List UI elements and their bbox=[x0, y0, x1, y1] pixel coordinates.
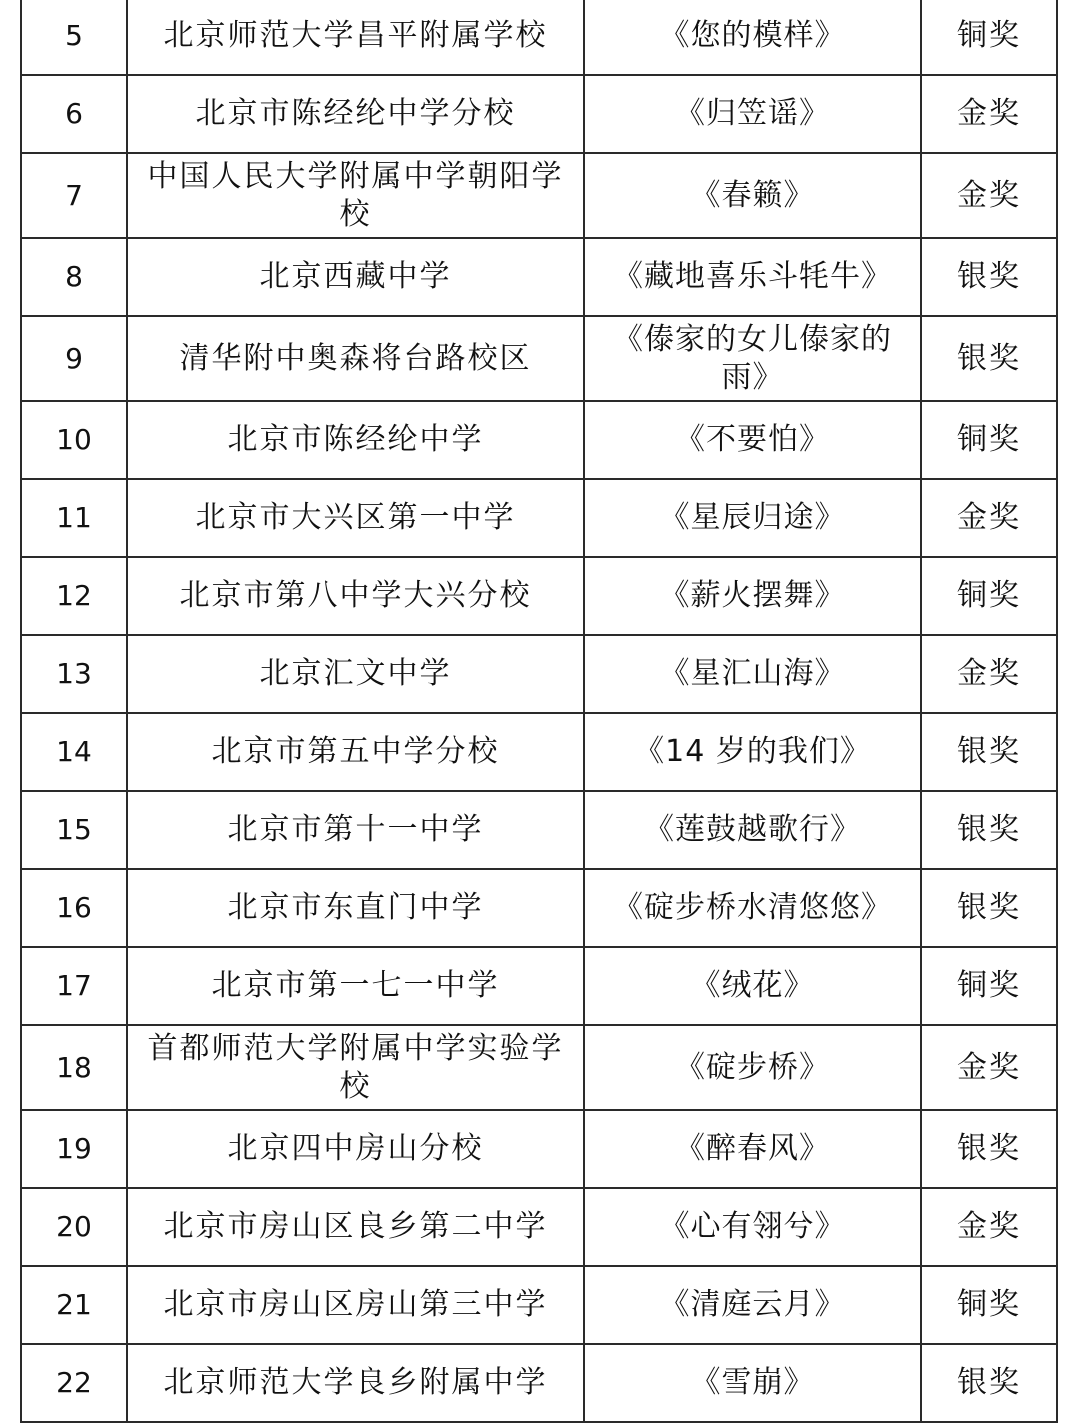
table-row bbox=[21, 479, 1057, 557]
school-name: 北京市东直门中学 bbox=[127, 869, 584, 947]
row-number: 10 bbox=[21, 401, 127, 479]
work-title: 《藏地喜乐斗牦牛》 bbox=[584, 238, 921, 316]
table-row bbox=[21, 1110, 1057, 1188]
work-title: 《绒花》 bbox=[584, 947, 921, 1025]
school-name: 清华附中奥森将台路校区 bbox=[127, 316, 584, 401]
work-title: 《雪崩》 bbox=[584, 1344, 921, 1422]
row-number: 21 bbox=[21, 1266, 127, 1344]
award-level: 银奖 bbox=[921, 1344, 1057, 1422]
award-level: 铜奖 bbox=[921, 0, 1057, 75]
row-number: 18 bbox=[21, 1025, 127, 1110]
row-number: 9 bbox=[21, 316, 127, 401]
work-title: 《星汇山海》 bbox=[584, 635, 921, 713]
awards-table-body bbox=[21, 0, 1057, 1422]
table-row bbox=[21, 153, 1057, 238]
row-number: 11 bbox=[21, 479, 127, 557]
award-level: 金奖 bbox=[921, 1025, 1057, 1110]
work-title: 《您的模样》 bbox=[584, 0, 921, 75]
row-number: 7 bbox=[21, 153, 127, 238]
work-title: 《碇步桥》 bbox=[584, 1025, 921, 1110]
row-number: 12 bbox=[21, 557, 127, 635]
table-row bbox=[21, 713, 1057, 791]
school-name: 北京市第五中学分校 bbox=[127, 713, 584, 791]
row-number: 19 bbox=[21, 1110, 127, 1188]
row-number: 6 bbox=[21, 75, 127, 153]
work-title: 《薪火摆舞》 bbox=[584, 557, 921, 635]
award-level: 铜奖 bbox=[921, 1266, 1057, 1344]
work-title: 《莲鼓越歌行》 bbox=[584, 791, 921, 869]
row-number: 5 bbox=[21, 0, 127, 75]
work-title: 《春籁》 bbox=[584, 153, 921, 238]
school-name: 北京市第一七一中学 bbox=[127, 947, 584, 1025]
awards-table bbox=[20, 0, 1058, 1423]
work-title: 《归笠谣》 bbox=[584, 75, 921, 153]
work-title: 《清庭云月》 bbox=[584, 1266, 921, 1344]
row-number: 20 bbox=[21, 1188, 127, 1266]
award-level: 铜奖 bbox=[921, 947, 1057, 1025]
table-row bbox=[21, 316, 1057, 401]
school-name: 北京师范大学昌平附属学校 bbox=[127, 0, 584, 75]
table-row bbox=[21, 0, 1057, 75]
school-name: 北京市房山区良乡第二中学 bbox=[127, 1188, 584, 1266]
table-row bbox=[21, 869, 1057, 947]
award-level: 银奖 bbox=[921, 238, 1057, 316]
school-name: 北京汇文中学 bbox=[127, 635, 584, 713]
row-number: 8 bbox=[21, 238, 127, 316]
work-title: 《心有翎兮》 bbox=[584, 1188, 921, 1266]
table-row bbox=[21, 1025, 1057, 1110]
award-level: 银奖 bbox=[921, 791, 1057, 869]
table-row bbox=[21, 1266, 1057, 1344]
school-name: 北京四中房山分校 bbox=[127, 1110, 584, 1188]
award-level: 银奖 bbox=[921, 316, 1057, 401]
school-name: 北京市第十一中学 bbox=[127, 791, 584, 869]
school-name: 北京市大兴区第一中学 bbox=[127, 479, 584, 557]
school-name: 北京市房山区房山第三中学 bbox=[127, 1266, 584, 1344]
row-number: 15 bbox=[21, 791, 127, 869]
row-number: 22 bbox=[21, 1344, 127, 1422]
table-row bbox=[21, 791, 1057, 869]
award-level: 银奖 bbox=[921, 1110, 1057, 1188]
work-title: 《碇步桥水清悠悠》 bbox=[584, 869, 921, 947]
school-name: 首都师范大学附属中学实验学校 bbox=[127, 1025, 584, 1110]
award-level: 铜奖 bbox=[921, 557, 1057, 635]
award-level: 金奖 bbox=[921, 153, 1057, 238]
school-name: 中国人民大学附属中学朝阳学校 bbox=[127, 153, 584, 238]
table-row bbox=[21, 635, 1057, 713]
school-name: 北京师范大学良乡附属中学 bbox=[127, 1344, 584, 1422]
school-name: 北京市陈经纶中学 bbox=[127, 401, 584, 479]
school-name: 北京西藏中学 bbox=[127, 238, 584, 316]
table-row bbox=[21, 1344, 1057, 1422]
award-level: 铜奖 bbox=[921, 401, 1057, 479]
school-name: 北京市第八中学大兴分校 bbox=[127, 557, 584, 635]
work-title: 《星辰归途》 bbox=[584, 479, 921, 557]
row-number: 14 bbox=[21, 713, 127, 791]
work-title: 《不要怕》 bbox=[584, 401, 921, 479]
award-level: 金奖 bbox=[921, 479, 1057, 557]
work-title: 《醉春风》 bbox=[584, 1110, 921, 1188]
award-level: 银奖 bbox=[921, 869, 1057, 947]
row-number: 16 bbox=[21, 869, 127, 947]
school-name: 北京市陈经纶中学分校 bbox=[127, 75, 584, 153]
award-level: 银奖 bbox=[921, 713, 1057, 791]
table-row bbox=[21, 75, 1057, 153]
row-number: 13 bbox=[21, 635, 127, 713]
table-row bbox=[21, 401, 1057, 479]
table-row bbox=[21, 238, 1057, 316]
table-row bbox=[21, 557, 1057, 635]
award-level: 金奖 bbox=[921, 75, 1057, 153]
work-title: 《傣家的女儿傣家的雨》 bbox=[584, 316, 921, 401]
table-row bbox=[21, 947, 1057, 1025]
award-level: 金奖 bbox=[921, 1188, 1057, 1266]
table-row bbox=[21, 1188, 1057, 1266]
row-number: 17 bbox=[21, 947, 127, 1025]
award-level: 金奖 bbox=[921, 635, 1057, 713]
work-title: 《14 岁的我们》 bbox=[584, 713, 921, 791]
